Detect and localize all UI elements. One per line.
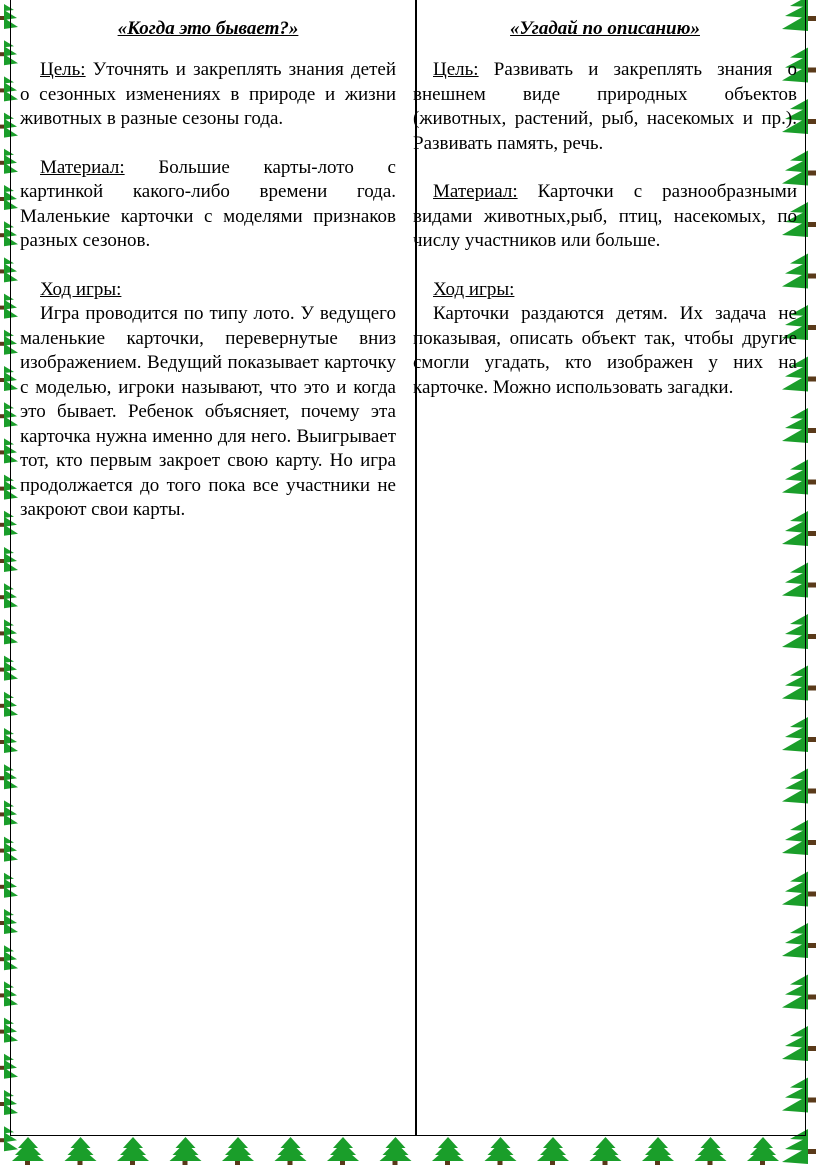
christmas-tree-icon [170,1137,202,1165]
christmas-tree-icon [590,1137,622,1165]
material-text-left: Большие карты-лото с картинкой какого-либо времени года. Маленькие карточки с моделями признаков разных сезонов. [20,156,396,251]
material-paragraph-right [413,180,797,254]
goal-text-right: Развивать и закреплять знания о внешнем виде природных объектов (животных, растений, рыб, насекомых и пр.). Развивать память, речь. [413,59,797,154]
play-label-right: Ход игры: [433,278,515,300]
christmas-tree-icon [695,1137,727,1165]
christmas-tree-icon [327,1137,359,1165]
goal-paragraph-right [413,58,797,156]
christmas-tree-icon [380,1137,412,1165]
christmas-tree-icon [222,1137,254,1165]
christmas-tree-icon [65,1137,97,1165]
goal-label-left: Цель: [40,59,86,80]
christmas-tree-icon [747,1137,779,1165]
material-label-right: Материал: [433,181,518,202]
material-label-left: Материал: [40,156,125,178]
game-title-right: «Угадай по описанию» [510,18,700,39]
christmas-tree-icon [537,1137,569,1165]
christmas-tree-icon [485,1137,517,1165]
play-text-left: Игра проводится по типу лото. У ведущего маленькие карточки, перевернутые вниз изображением. Ведущий показывает карточку с моделью, игроки называют, что это и когда это бывает. Ребенок объясняет, почему эта карточка нужна именно для него. Выигрывает тот, кто первым закроет свою карту. Но игра продолжается до того пока все участники не закроют свои карты. [20,303,396,520]
christmas-tree-icon [432,1137,464,1165]
christmas-tree-icon [642,1137,674,1165]
goal-text-left: Уточнять и закреплять знания детей о сезонных изменениях в природе и жизни животных в разные сезоны года. [20,59,396,129]
play-text-right: Карточки раздаются детям. Их задача не показывая, описать объект так, чтобы другие смогли угадать, кто изображен у них на карточке. Можно использовать загадки. [413,303,797,398]
bottom-tree-border [0,1135,816,1165]
material-paragraph-left [20,156,396,254]
game-column-left [20,18,396,523]
game-title-left: «Когда это бывает?» [117,18,299,39]
goal-paragraph-left [20,58,396,132]
goal-label-right: Цель: [433,59,479,80]
play-label-left: Ход игры: [40,278,122,300]
christmas-tree-icon [275,1137,307,1165]
christmas-tree-icon [12,1137,44,1165]
material-text-right: Карточки с разнообразными видами животных,рыб, птиц, насекомых, по числу участников или больше. [413,181,797,251]
christmas-tree-icon [117,1137,149,1165]
game-column-right [413,18,797,400]
